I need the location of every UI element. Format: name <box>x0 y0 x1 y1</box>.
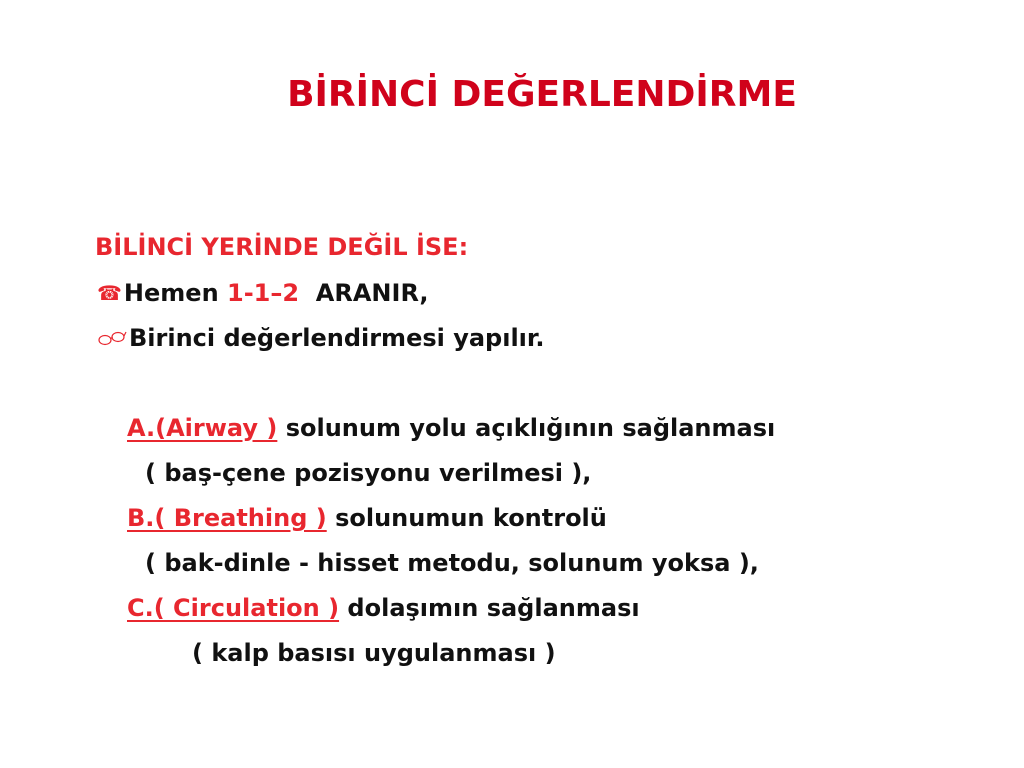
glasses-icon <box>97 324 127 356</box>
assessment-line <box>97 322 544 356</box>
step-label-breathing[interactable]: B.( Breathing ) <box>127 504 327 532</box>
condition-heading: BİLİNCİ YERİNDE DEĞİL İSE: <box>95 233 469 261</box>
step-label-circulation[interactable]: C.( Circulation ) <box>127 594 340 622</box>
call-suffix: ARANIR, <box>315 279 429 307</box>
slide-title: BİRİNCİ DEĞERLENDİRME <box>287 74 797 115</box>
step-text-circulation: dolaşımın sağlanması <box>347 594 640 622</box>
emergency-number: 1-1–2 <box>227 279 300 307</box>
step-breathing <box>127 502 607 534</box>
step-airway <box>127 412 775 444</box>
call-prefix: Hemen <box>123 279 219 307</box>
step-detail-breathing: ( bak-dinle - hisset metodu, solunum yoksa ), <box>145 549 759 577</box>
call-line <box>97 277 428 309</box>
telephone-icon: ☎ <box>97 281 122 305</box>
step-circulation <box>127 592 640 624</box>
step-text-airway: solunum yolu açıklığının sağlanması <box>285 414 776 442</box>
assessment-text: Birinci değerlendirmesi yapılır. <box>129 324 545 352</box>
step-text-breathing: solunumun kontrolü <box>335 504 607 532</box>
step-detail-airway: ( baş-çene pozisyonu verilmesi ), <box>145 459 592 487</box>
step-label-airway[interactable]: A.(Airway ) <box>127 414 278 442</box>
step-detail-circulation: ( kalp basısı uygulanması ) <box>192 639 556 667</box>
